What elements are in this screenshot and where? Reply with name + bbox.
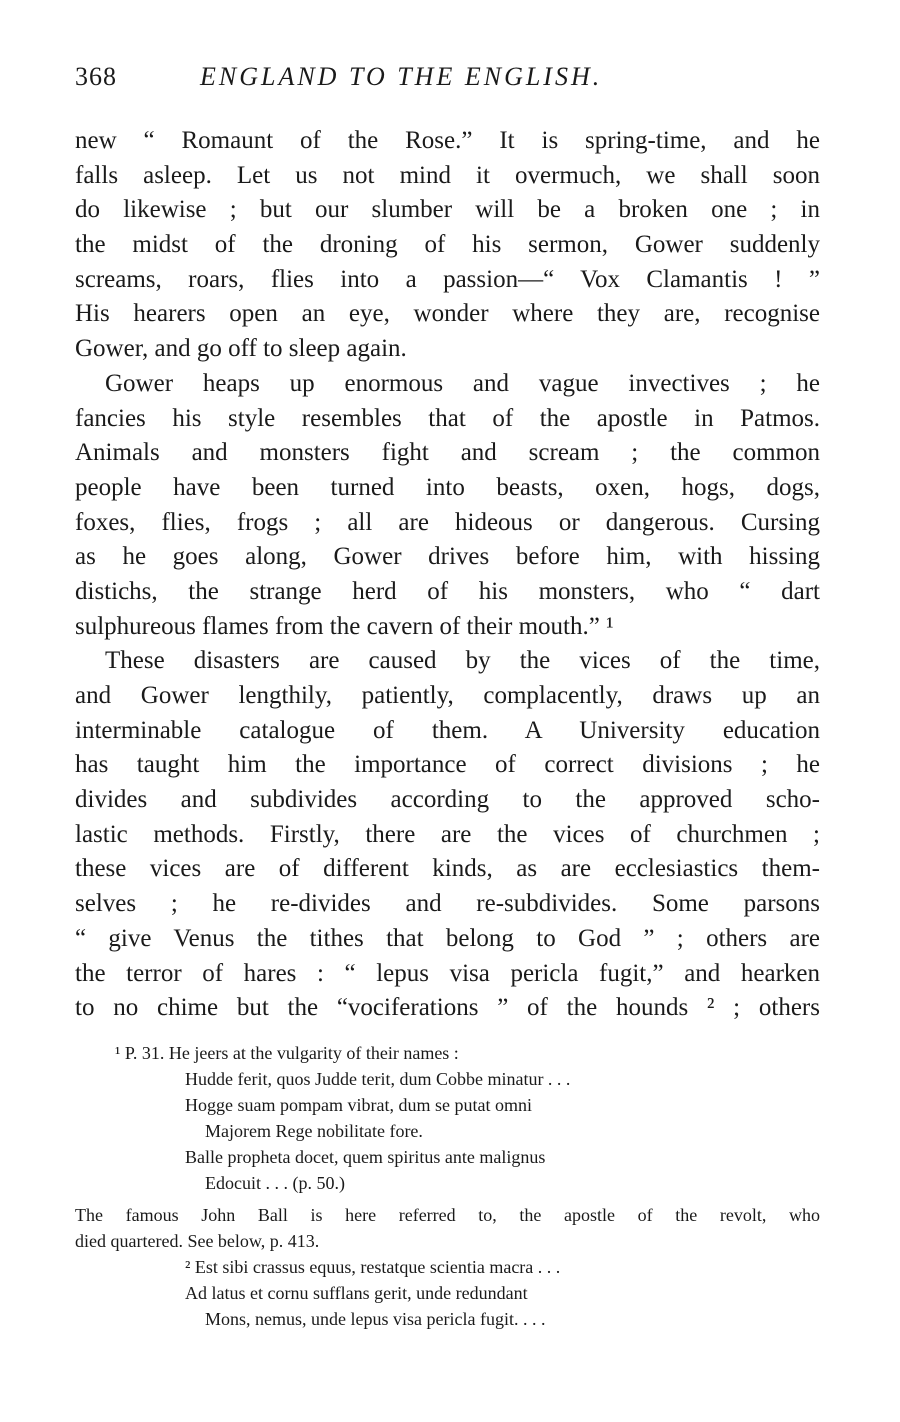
text-line: selves ; he re-divides and re-subdivides. Some parsons: [75, 890, 820, 918]
footnote-2-verse-line: ² Est sibi crassus equus, restatque scientia macra . . .: [185, 1257, 561, 1277]
footnotes: [75, 1040, 820, 1332]
text-line: and Gower lengthily, patiently, complacently, draws up an: [75, 682, 820, 709]
running-header: [75, 62, 820, 102]
text-line: divides and subdivides according to the approved scho-: [75, 786, 820, 814]
text-line: distichs, the strange herd of his monsters, who “ dart: [75, 577, 820, 605]
text-line: sulphureous flames from the cavern of their mouth.” ¹: [75, 612, 614, 640]
footnote-1-comment-line: died quartered. See below, p. 413.: [75, 1231, 320, 1251]
text-line: to no chime but the “vociferations ” of the hounds ² ; others: [75, 994, 820, 1022]
text-line: “ give Venus the tithes that belong to God ” ; others are: [75, 924, 820, 952]
text-line: foxes, flies, frogs ; all are hideous or dangerous. Cursing: [75, 508, 820, 536]
text-line: Animals and monsters fight and scream ; the common: [75, 439, 820, 467]
footnote-1-verse-line: Hogge suam pompam vibrat, dum se putat omni: [185, 1095, 532, 1115]
page-number: 368: [75, 62, 117, 91]
text-line: people have been turned into beasts, oxen, hogs, dogs,: [75, 473, 820, 501]
text-line: screams, roars, flies into a passion—“ Vox Clamantis ! ”: [75, 265, 820, 293]
text-line: His hearers open an eye, wonder where they are, recognise: [75, 300, 820, 328]
text-line: Gower, and go off to sleep again.: [75, 335, 407, 363]
footnote-2-verse-line: Ad latus et cornu sufflans gerit, unde redundant: [185, 1283, 528, 1303]
text-line: these vices are of different kinds, as are ecclesiastics them-: [75, 855, 820, 883]
footnote-1-verse-line: Hudde ferit, quos Judde terit, dum Cobbe minatur . . .: [185, 1069, 571, 1089]
text-line: interminable catalogue of them. A University education: [75, 716, 820, 744]
body-text: [75, 124, 820, 1026]
text-line: as he goes along, Gower drives before him, with hissing: [75, 543, 820, 571]
footnote-1-intro: ¹ P. 31. He jeers at the vulgarity of their names :: [115, 1043, 459, 1063]
text-line: fancies his style resembles that of the apostle in Patmos.: [75, 404, 820, 432]
text-line: do likewise ; but our slumber will be a broken one ; in: [75, 196, 820, 224]
footnote-1-verse-line: Balle propheta docet, quem spiritus ante malignus: [185, 1147, 546, 1167]
footnote-1-verse-line: Edocuit . . . (p. 50.): [205, 1173, 345, 1193]
footnote-1-comment-line: The famous John Ball is here referred to, the apostle of the revolt, who: [75, 1205, 820, 1225]
text-line: has taught him the importance of correct divisions ; he: [75, 751, 820, 779]
paragraph-start-line: Gower heaps up enormous and vague invectives ; he: [105, 369, 820, 397]
text-line: the terror of hares : “ lepus visa pericla fugit,” and hearken: [75, 959, 820, 987]
text-line: falls asleep. Let us not mind it overmuch, we shall soon: [75, 161, 820, 189]
text-line: lastic methods. Firstly, there are the vices of churchmen ;: [75, 820, 820, 848]
running-title: ENGLAND TO THE ENGLISH.: [200, 62, 603, 91]
text-line: the midst of the droning of his sermon, Gower suddenly: [75, 231, 820, 259]
paragraph-start-line: These disasters are caused by the vices of the time,: [105, 647, 820, 675]
footnote-1-verse-line: Majorem Rege nobilitate fore.: [205, 1121, 423, 1141]
text-line: new “ Romaunt of the Rose.” It is spring-time, and he: [75, 127, 820, 154]
footnote-2-verse-line: Mons, nemus, unde lepus visa pericla fugit. . . .: [205, 1309, 546, 1329]
